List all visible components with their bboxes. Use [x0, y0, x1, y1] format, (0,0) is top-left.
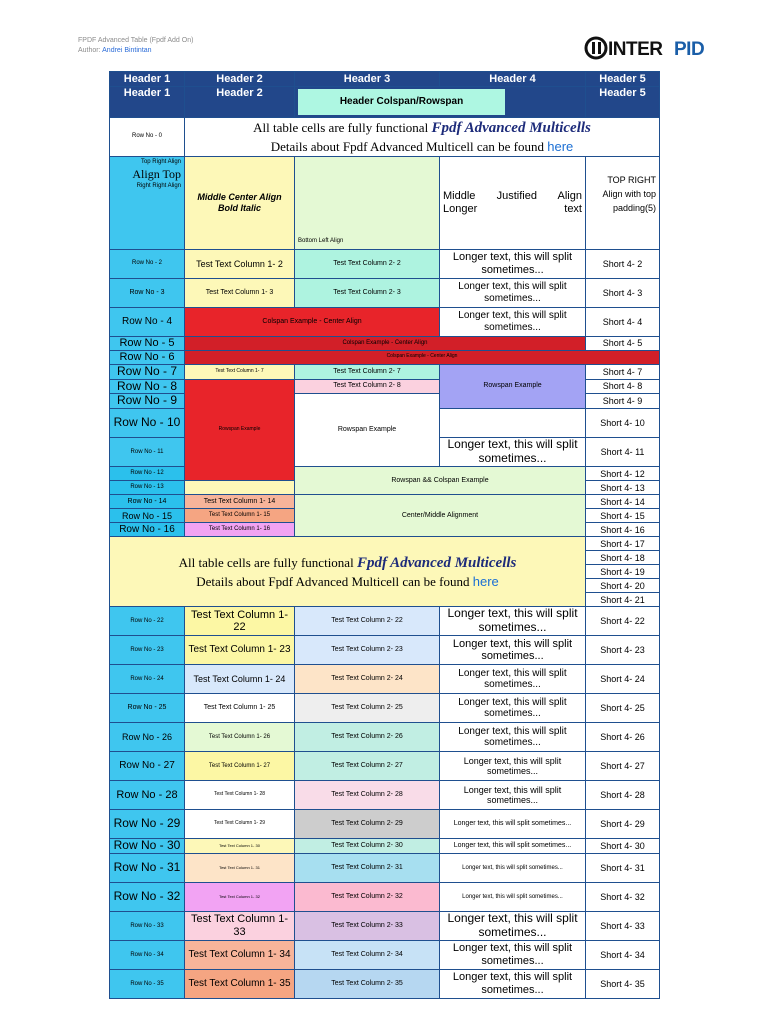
row-label: Row No - 9	[110, 394, 185, 409]
msg-bold: Fpdf Advanced Multicells	[356, 554, 517, 571]
table-row	[110, 307, 660, 336]
colspan-cell: Colspan Example - Center Align	[185, 307, 440, 336]
cell: Short 4- 16	[586, 523, 660, 537]
header-2-sub: Header 2	[185, 87, 295, 118]
row-label: Row No - 33	[110, 911, 185, 940]
header-4: Header 4	[440, 72, 586, 87]
header-2: Header 2	[185, 72, 295, 87]
header-5: Header 5	[586, 72, 660, 87]
header-row-1	[110, 72, 660, 87]
cell: Short 4- 4	[586, 307, 660, 336]
row-label: Row No - 30	[110, 839, 185, 854]
cell: Test Text Column 2- 29	[295, 810, 440, 839]
table-row	[110, 495, 660, 509]
cell: Short 4- 11	[586, 438, 660, 467]
here-link[interactable]: here	[472, 574, 499, 590]
cell: Short 4- 27	[586, 752, 660, 781]
cell: Short 4- 5	[586, 336, 660, 350]
bottom-left-align-cell: Bottom Left Align	[295, 156, 440, 249]
cell: Longer text, this will split sometimes...	[440, 882, 586, 911]
row-label: Row No - 4	[110, 307, 185, 336]
row-label: Row No - 3	[110, 278, 185, 307]
logo-text-right: PID	[674, 39, 705, 60]
table-row	[110, 694, 660, 723]
row-label: Row No - 32	[110, 882, 185, 911]
table-row	[110, 537, 660, 551]
cell: Longer text, this will split sometimes...	[440, 723, 586, 752]
row-label: Row No - 14	[110, 495, 185, 509]
cell: Test Text Column 1- 7	[185, 364, 295, 379]
header-colspan-rowspan	[295, 87, 586, 118]
cell-text: Top Right Align	[140, 158, 181, 165]
row-label: Row No - 28	[110, 781, 185, 810]
row-label: Row No - 23	[110, 636, 185, 665]
document-title: FPDF Advanced Table (Fpdf Add On)	[78, 37, 194, 44]
table-row	[110, 350, 660, 364]
cell: Test Text Column 2- 33	[295, 911, 440, 940]
table-row	[110, 364, 660, 379]
cell: Short 4- 13	[586, 481, 660, 495]
cell: Test Text Column 1- 24	[185, 665, 295, 694]
cell: Short 4- 2	[586, 249, 660, 278]
cell: Longer text, this will split sometimes...	[440, 307, 586, 336]
cell: Short 4- 22	[586, 607, 660, 636]
cell: Short 4- 7	[586, 364, 660, 379]
cell: Test Text Column 2- 31	[295, 853, 440, 882]
cell: Short 4- 17	[586, 537, 660, 551]
cell: Short 4- 3	[586, 278, 660, 307]
cell: Longer text, this will split sometimes...	[440, 249, 586, 278]
cell: Longer text, this will split sometimes...	[440, 438, 586, 467]
row0-message-cell	[185, 118, 660, 157]
document-author	[78, 46, 152, 56]
cell: Test Text Column 2- 35	[295, 969, 440, 998]
empty-cell	[185, 481, 295, 495]
cell: Longer text, this will split sometimes...	[440, 839, 586, 854]
row-label: Row No - 26	[110, 723, 185, 752]
cell-text: padding(5)	[612, 203, 656, 214]
row-label: Row No - 10	[110, 409, 185, 438]
cell: Longer text, this will split sometimes...	[440, 607, 586, 636]
cell-text: Right Right Align	[136, 183, 181, 190]
cell: Test Text Column 1- 16	[185, 523, 295, 537]
colspan-cell: Colspan Example - Center Align	[185, 336, 586, 350]
cell: Test Text Column 1- 23	[185, 636, 295, 665]
cell: Short 4- 30	[586, 839, 660, 854]
cell: Short 4- 8	[586, 379, 660, 394]
cell: Longer text, this will split sometimes...	[440, 969, 586, 998]
cell: Short 4- 19	[586, 565, 660, 579]
rowspan-white-cell: Rowspan Example	[295, 394, 440, 467]
cell: Short 4- 29	[586, 810, 660, 839]
row-label: Row No - 7	[110, 364, 185, 379]
cell: Test Text Column 1- 2	[185, 249, 295, 278]
table-row	[110, 882, 660, 911]
row-label: Row No - 16	[110, 523, 185, 537]
cell: Longer text, this will split sometimes...	[440, 694, 586, 723]
header-3: Header 3	[295, 72, 440, 87]
row-label: Row No - 11	[110, 438, 185, 467]
big-message-cell	[110, 537, 586, 607]
cell: Test Text Column 2- 7	[295, 364, 440, 379]
cell: Longer text, this will split sometimes...	[440, 810, 586, 839]
cell: Short 4- 21	[586, 593, 660, 607]
cell: Short 4- 9	[586, 394, 660, 409]
cell: Test Text Column 2- 28	[295, 781, 440, 810]
table-row	[110, 723, 660, 752]
cell: Test Text Column 1- 3	[185, 278, 295, 307]
table-row	[110, 839, 660, 854]
table-row	[110, 665, 660, 694]
cell: Short 4- 25	[586, 694, 660, 723]
cell: Test Text Column 1- 27	[185, 752, 295, 781]
here-link[interactable]: here	[547, 139, 574, 155]
author-name-link[interactable]: Andrei Bintintan	[102, 47, 152, 54]
row-label: Row No - 25	[110, 694, 185, 723]
header-colspan-label: Header Colspan/Rowspan	[298, 89, 505, 115]
row-label: Row No - 8	[110, 379, 185, 394]
cell: Test Text Column 2- 8	[295, 379, 440, 394]
top-right-padding-cell	[586, 156, 660, 249]
table-row	[110, 156, 660, 249]
cell: Longer text, this will split sometimes...	[440, 940, 586, 969]
logo-text-left: INTER	[608, 39, 663, 60]
cell: Longer text, this will split sometimes...	[440, 911, 586, 940]
header-1-sub: Header 1	[110, 87, 185, 118]
cell: Longer text, this will split sometimes...	[440, 636, 586, 665]
row-label: Row No - 35	[110, 969, 185, 998]
colspan-cell: Colspan Example - Center Align	[185, 350, 660, 364]
row-label: Row No - 29	[110, 810, 185, 839]
cell: Test Text Column 2- 23	[295, 636, 440, 665]
msg-bold: Fpdf Advanced Multicells	[431, 120, 591, 136]
cell: Test Text Column 1- 35	[185, 969, 295, 998]
table-row	[110, 810, 660, 839]
table-row	[110, 636, 660, 665]
row-label: Row No - 5	[110, 336, 185, 350]
cell-text: TOP RIGHT	[607, 174, 656, 185]
cell: Test Text Column 2- 2	[295, 249, 440, 278]
table-row	[110, 249, 660, 278]
cell: Test Text Column 2- 3	[295, 278, 440, 307]
header-5-sub: Header 5	[586, 87, 660, 118]
row-label: Row No - 2	[110, 249, 185, 278]
cell-text: Align Top	[132, 166, 181, 181]
cell: Test Text Column 1- 31	[185, 853, 295, 882]
cell: Test Text Column 2- 25	[295, 694, 440, 723]
author-label: Author:	[78, 47, 101, 54]
cell: Short 4- 23	[586, 636, 660, 665]
table-row	[110, 752, 660, 781]
cell: Longer text, this will split sometimes...	[440, 752, 586, 781]
row-label: Row No - 24	[110, 665, 185, 694]
cell: Short 4- 20	[586, 579, 660, 593]
cell: Longer text, this will split sometimes...	[440, 665, 586, 694]
cell: Test Text Column 2- 26	[295, 723, 440, 752]
cell: Short 4- 31	[586, 853, 660, 882]
cell: Test Text Column 1- 15	[185, 509, 295, 523]
cell: Short 4- 24	[586, 665, 660, 694]
cell: Test Text Column 1- 30	[185, 839, 295, 854]
cell: Longer text, this will split sometimes...	[440, 781, 586, 810]
cell: Test Text Column 1- 22	[185, 607, 295, 636]
cell: Test Text Column 2- 32	[295, 882, 440, 911]
msg-text-2: Details about Fpdf Advanced Multicell can be found	[196, 574, 470, 590]
cell: Short 4- 35	[586, 969, 660, 998]
row-label: Row No - 27	[110, 752, 185, 781]
cell: Test Text Column 2- 27	[295, 752, 440, 781]
msg-text: All table cells are fully functional	[253, 120, 429, 135]
row-label: Row No - 0	[110, 118, 185, 157]
cell: Test Text Column 1- 26	[185, 723, 295, 752]
table-row	[110, 607, 660, 636]
row-label: Row No - 12	[110, 467, 185, 481]
cell: Test Text Column 1- 25	[185, 694, 295, 723]
empty-cell	[440, 409, 586, 438]
top-right-align-cell	[110, 156, 185, 249]
cell: Test Text Column 1- 14	[185, 495, 295, 509]
row-label: Row No - 31	[110, 853, 185, 882]
advanced-table	[109, 71, 660, 999]
row-label: Row No - 15	[110, 509, 185, 523]
table-row	[110, 781, 660, 810]
cell: Test Text Column 1- 33	[185, 911, 295, 940]
cell-text: Align with top	[602, 189, 656, 200]
rowspan-lavender-cell: Rowspan Example	[440, 364, 586, 408]
cell: Short 4- 14	[586, 495, 660, 509]
msg-text-2: Details about Fpdf Advanced Multicell can be found	[270, 139, 544, 155]
cell: Short 4- 32	[586, 882, 660, 911]
row-label: Row No - 22	[110, 607, 185, 636]
cell: Test Text Column 1- 32	[185, 882, 295, 911]
cell: Short 4- 33	[586, 911, 660, 940]
table-row	[110, 940, 660, 969]
middle-center-bold-italic-cell: Middle Center Align Bold Italic	[185, 156, 295, 249]
rowspan-red-cell: Rowspan Example	[185, 379, 295, 481]
cell: Test Text Column 1- 29	[185, 810, 295, 839]
cell: Test Text Column 1- 34	[185, 940, 295, 969]
center-middle-cell: Center/Middle Alignment	[295, 495, 586, 537]
middle-justified-cell: Middle Justified Align Longer text	[440, 156, 586, 249]
cell: Short 4- 18	[586, 551, 660, 565]
table-row	[110, 118, 660, 157]
table-row	[110, 278, 660, 307]
cell: Short 4- 10	[586, 409, 660, 438]
row-label: Row No - 13	[110, 481, 185, 495]
cell: Longer text, this will split sometimes...	[440, 853, 586, 882]
header-1: Header 1	[110, 72, 185, 87]
row-label: Row No - 6	[110, 350, 185, 364]
msg-text: All table cells are fully functional	[178, 554, 354, 570]
cell: Test Text Column 2- 34	[295, 940, 440, 969]
cell: Test Text Column 2- 22	[295, 607, 440, 636]
row-label: Row No - 34	[110, 940, 185, 969]
cell: Test Text Column 2- 30	[295, 839, 440, 854]
cell: Short 4- 12	[586, 467, 660, 481]
table-row	[110, 911, 660, 940]
rowspan-colspan-cell: Rowspan && Colspan Example	[295, 467, 586, 495]
cell: Longer text, this will split sometimes...	[440, 278, 586, 307]
table-row	[110, 969, 660, 998]
table-row	[110, 336, 660, 350]
header-row-2	[110, 87, 660, 118]
cell: Short 4- 26	[586, 723, 660, 752]
cell: Short 4- 28	[586, 781, 660, 810]
cell: Test Text Column 1- 28	[185, 781, 295, 810]
table-row	[110, 853, 660, 882]
cell: Short 4- 15	[586, 509, 660, 523]
cell: Short 4- 34	[586, 940, 660, 969]
interpid-logo	[584, 34, 734, 62]
cell: Test Text Column 2- 24	[295, 665, 440, 694]
